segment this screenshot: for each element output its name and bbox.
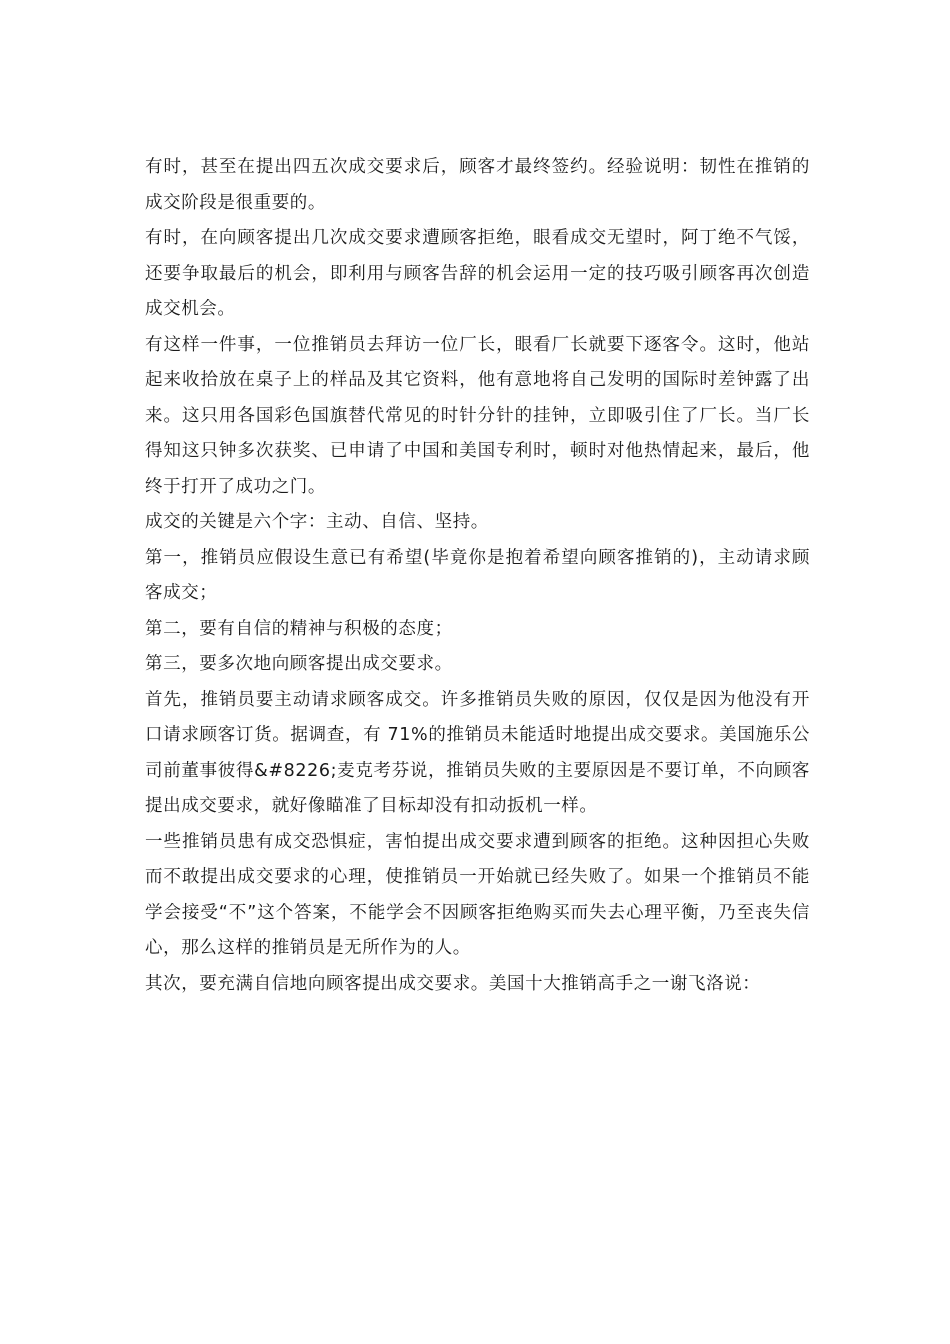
paragraph: 第三，要多次地向顾客提出成交要求。 xyxy=(145,654,453,674)
paragraph: 有这样一件事，一位推销员去拜访一位厂长，眼看厂长就要下逐客令。这时，他站起来收拾放在桌子上的样品及其它资料，他有意地将自己发明的国际时差钟露了出来。这只用各国彩色国旗替代常见的时针分针的挂钟，立即吸引住了厂长。当厂长得知这只钟多次获奖、已申请了中国和美国专利时，顿时对他热情起来，最后，他终于打开了成功之门。 xyxy=(145,334,810,497)
paragraph: 首先，推销员要主动请求顾客成交。许多推销员失败的原因，仅仅是因为他没有开口请求顾客订货。据调查，有 71%的推销员未能适时地提出成交要求。美国施乐公司前董事彼得&#8226;麦克考芬说，推销员失败的主要原因是不要订单，不向顾客提出成交要求，就好像瞄准了目标却没有扣动扳机一样。 xyxy=(145,689,810,816)
document-body xyxy=(145,150,810,1002)
paragraph: 有时，在向顾客提出几次成交要求遭顾客拒绝，眼看成交无望时，阿丁绝不气馁，还要争取最后的机会，即利用与顾客告辞的机会运用一定的技巧吸引顾客再次创造成交机会。 xyxy=(145,228,810,319)
paragraph: 一些推销员患有成交恐惧症，害怕提出成交要求遭到顾客的拒绝。这种因担心失败而不敢提出成交要求的心理，使推销员一开始就已经失败了。如果一个推销员不能学会接受“不”这个答案，不能学会不因顾客拒绝购买而失去心理平衡，乃至丧失信心，那么这样的推销员是无所作为的人。 xyxy=(145,831,810,958)
paragraph: 其次，要充满自信地向顾客提出成交要求。美国十大推销高手之一谢飞洛说： xyxy=(145,973,761,994)
paragraph: 第二，要有自信的精神与积极的态度； xyxy=(145,618,453,639)
paragraph: 第一，推销员应假设生意已有希望(毕竟你是抱着希望向顾客推销的)，主动请求顾客成交； xyxy=(145,547,810,603)
paragraph: 有时，甚至在提出四五次成交要求后，顾客才最终签约。经验说明：韧性在推销的成交阶段是很重要的。 xyxy=(145,157,810,213)
paragraph: 成交的关键是六个字：主动、自信、坚持。 xyxy=(145,512,489,532)
